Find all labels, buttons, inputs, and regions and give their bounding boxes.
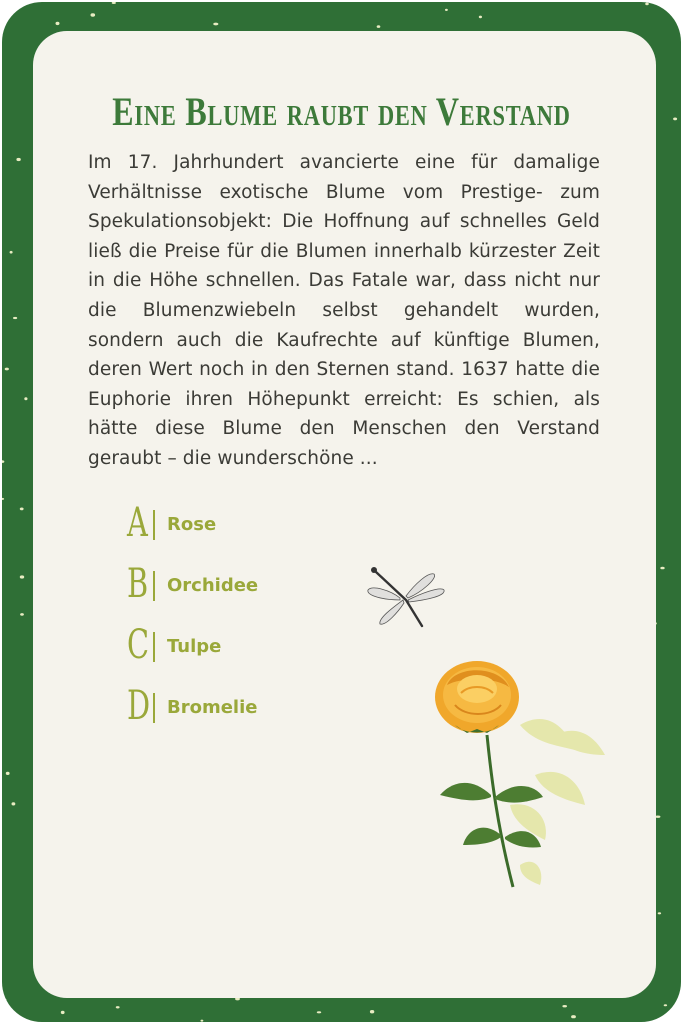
- border-dot: [673, 118, 677, 121]
- border-dot: [660, 567, 664, 570]
- border-dot: [445, 9, 448, 11]
- border-dot: [12, 802, 16, 805]
- border-dot: [5, 368, 9, 371]
- border-dot: [20, 613, 24, 616]
- border-dot: [213, 23, 218, 26]
- border-dot: [655, 816, 660, 818]
- divider: [153, 693, 155, 723]
- card-text: Im 17. Jahrhundert avancierte eine für damalige Verhältnisse exotische Blume vom Prestige- zum Spekulationsobjekt: Die Hoffnung auf schnelles Geld ließ die Preise für die Blumen innerhalb kürzester Zeit in die Höhe schnellen. Das Fatale war, dass nicht nur die Blumenzwiebeln selbst gehandelt wurden, sondern auch die Kaufrechte auf künftige Blumen, deren Wert noch in den Sternen stand. 1637 hatte die Euphorie ihren Höhepunkt erreicht: Es schien, als hätte diese Blume den Menschen den Verstand geraubt – die wunderschöne ...: [88, 152, 600, 469]
- border-dot: [13, 317, 17, 319]
- answer-label: Rose: [167, 514, 217, 535]
- border-dot: [370, 1010, 374, 1013]
- border-dot: [665, 6, 668, 9]
- answer-letter: C: [127, 622, 150, 668]
- border-dot: [664, 1004, 667, 1006]
- border-dot: [56, 22, 60, 25]
- border-dot: [61, 1011, 65, 1014]
- border-dot: [20, 508, 24, 511]
- card-title: Eine Blume raubt den Verstand: [112, 89, 571, 134]
- border-dot: [24, 397, 27, 400]
- border-dot: [91, 13, 96, 16]
- answer-label: Bromelie: [167, 697, 258, 718]
- border-dot: [562, 1005, 567, 1007]
- border-dot: [479, 16, 482, 19]
- dragonfly-icon: [360, 560, 455, 650]
- border-dot: [658, 912, 661, 914]
- border-dot: [317, 1011, 321, 1013]
- answer-letter: A: [127, 500, 148, 546]
- border-dot: [571, 1015, 576, 1018]
- divider: [153, 510, 155, 540]
- answer-letter: B: [127, 561, 149, 607]
- answer-letter: D: [127, 683, 151, 729]
- border-dot: [2, 460, 4, 463]
- border-dot: [10, 251, 13, 254]
- border-dot: [116, 1006, 120, 1008]
- border-dot: [112, 2, 116, 4]
- divider: [153, 571, 155, 601]
- border-dot: [201, 1020, 204, 1022]
- border-dot: [645, 3, 649, 6]
- divider: [153, 632, 155, 662]
- border-dot: [377, 25, 381, 28]
- border-dot: [2, 498, 4, 500]
- globeflower-icon: [425, 655, 615, 900]
- answer-label: Tulpe: [167, 636, 222, 657]
- border-dot: [6, 772, 10, 775]
- border-dot: [2, 999, 6, 1001]
- border-dot: [20, 575, 24, 578]
- border-dot: [16, 158, 20, 161]
- answer-label: Orchidee: [167, 575, 259, 596]
